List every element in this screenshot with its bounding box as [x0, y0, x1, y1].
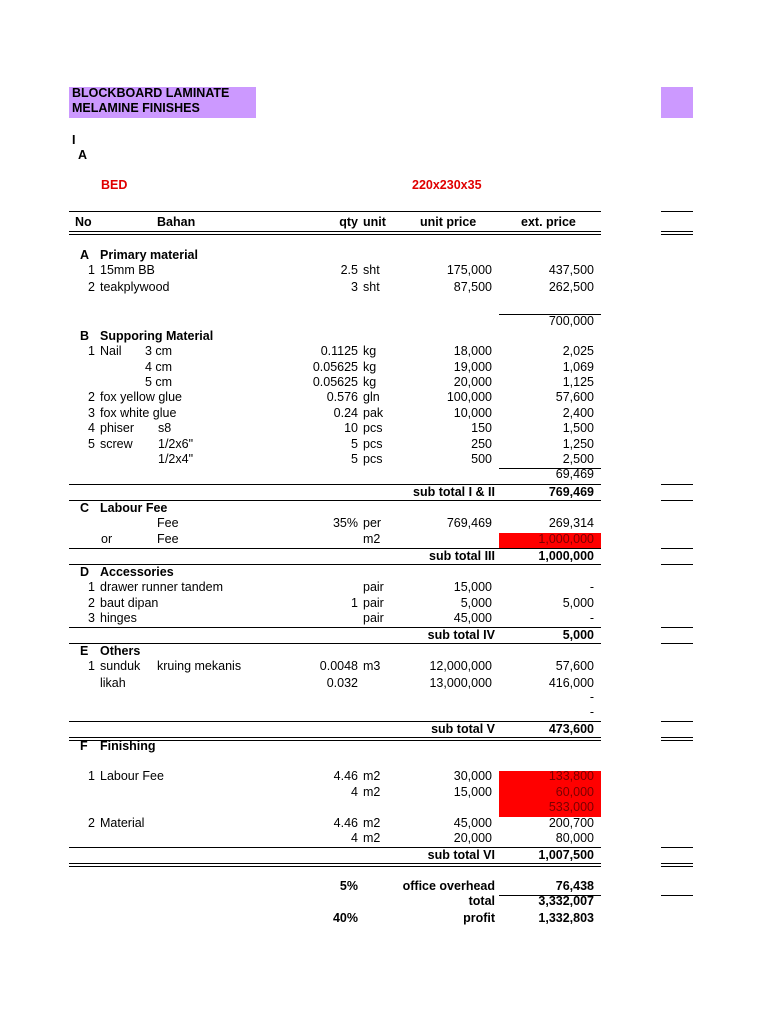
row-ext: 437,500 [548, 263, 594, 277]
row-spec: 4 cm [145, 360, 173, 374]
row-ext: 133,800 [548, 769, 594, 783]
row-price: 30,000 [453, 769, 492, 783]
profit-percent: 40% [332, 911, 358, 925]
primary-letter: A [80, 248, 90, 262]
row-qty: 3 [351, 280, 358, 294]
row-desc: Fee [157, 516, 179, 530]
row-qty: 0.1125 [320, 344, 358, 358]
profit-label: profit [463, 911, 495, 925]
row-desc: baut dipan [100, 596, 159, 610]
profit-value: 1,332,803 [538, 911, 594, 925]
primary-title: Primary material [100, 248, 198, 262]
row-desc: phiser [100, 421, 135, 435]
row-price: 100,000 [446, 390, 492, 404]
row-desc: screw [100, 437, 133, 451]
row-price: 5,000 [460, 596, 492, 610]
dash-value: - [589, 690, 594, 704]
title-line-2: MELAMINE FINISHES [72, 101, 200, 115]
row-unit: pair [363, 596, 384, 610]
row-price: 150 [471, 421, 492, 435]
row-ext: 80,000 [555, 831, 594, 845]
row-ext: 533,000 [548, 800, 594, 814]
row-qty: 0.032 [326, 676, 358, 690]
row-unit: m2 [363, 532, 381, 546]
row-ext: 57,600 [555, 659, 594, 673]
overhead-label: office overhead [402, 879, 495, 893]
right-rule [661, 234, 693, 235]
row-qty: 0.24 [333, 406, 358, 420]
row-unit: pcs [363, 421, 383, 435]
right-rule [661, 548, 693, 549]
total-value: 3,332,007 [538, 894, 594, 908]
row-price: 175,000 [446, 263, 492, 277]
row-no: 1 [88, 769, 95, 783]
row-qty: 4.46 [333, 816, 358, 830]
row-unit: kg [363, 344, 377, 358]
header-no: No [75, 215, 92, 229]
row-unit: per [363, 516, 382, 530]
supporting-subtotal: 69,469 [555, 467, 594, 481]
row-no: 1 [88, 659, 95, 673]
subtotal-value: 1,007,500 [538, 848, 594, 862]
subtotal-label: sub total I & II [413, 485, 495, 499]
row-spec: 5 cm [145, 375, 173, 389]
row-price: 20,000 [453, 831, 492, 845]
row-desc: Fee [157, 532, 179, 546]
header-ext-price: ext. price [521, 215, 576, 229]
row-price: 45,000 [453, 611, 492, 625]
title-line-1: BLOCKBOARD LAMINATE [72, 86, 230, 100]
row-ext: 262,500 [548, 280, 594, 294]
subtotal-label: sub total III [429, 549, 495, 563]
row-qty: 4 [351, 831, 358, 845]
primary-subtotal: 700,000 [548, 314, 594, 328]
row-no: 4 [88, 421, 95, 435]
row-ext: 57,600 [555, 390, 594, 404]
row-no: 2 [88, 596, 95, 610]
row-no: 2 [88, 280, 95, 294]
row-no: 5 [88, 437, 95, 451]
supporting-title: Supporing Material [100, 329, 214, 343]
others-title: Others [100, 644, 141, 658]
right-rule [661, 740, 693, 741]
row-qty: 2.5 [340, 263, 358, 277]
header-unit-price: unit price [420, 215, 477, 229]
row-price: 250 [471, 437, 492, 451]
row-qty: 35% [332, 516, 358, 530]
row-desc: Material [100, 816, 145, 830]
right-rule [661, 500, 693, 501]
row-unit: pair [363, 611, 384, 625]
header-unit: unit [363, 215, 386, 229]
row-ext: 416,000 [548, 676, 594, 690]
row-ext: 1,125 [562, 375, 594, 389]
right-rule [661, 737, 693, 738]
row-qty: 10 [344, 421, 358, 435]
item-name: BED [101, 178, 128, 192]
right-rule [661, 721, 693, 722]
row-ext: - [589, 580, 594, 594]
row-price: 87,500 [453, 280, 492, 294]
row-unit: m2 [363, 816, 381, 830]
header-top-rule [69, 211, 601, 212]
right-rule [661, 847, 693, 848]
row-pre: or [101, 532, 113, 546]
dash-value: - [589, 705, 594, 719]
row-ext: 5,000 [562, 596, 594, 610]
row-unit: m2 [363, 831, 381, 845]
row-qty: 0.05625 [312, 360, 358, 374]
row-unit: m3 [363, 659, 381, 673]
row-unit: pair [363, 580, 384, 594]
row-desc: teakplywood [100, 280, 170, 294]
row-qty: 5 [351, 452, 358, 466]
row-desc: likah [100, 676, 126, 690]
row-unit: pak [363, 406, 384, 420]
row-desc: Labour Fee [100, 769, 164, 783]
subtotal-value: 769,469 [548, 485, 594, 499]
row-price: 18,000 [453, 344, 492, 358]
accessories-title: Accessories [100, 565, 174, 579]
right-rule [661, 484, 693, 485]
total-label: total [468, 894, 495, 908]
right-rule [661, 863, 693, 864]
row-price: 20,000 [453, 375, 492, 389]
row-price: 45,000 [453, 816, 492, 830]
right-rule [661, 231, 693, 232]
row-ext: 1,000,000 [538, 532, 594, 546]
row-ext: 2,400 [562, 406, 594, 420]
row-price: 15,000 [453, 580, 492, 594]
right-rule [661, 627, 693, 628]
row-spec: 1/2x4" [158, 452, 194, 466]
accessories-letter: D [80, 565, 90, 579]
row-unit: gln [363, 390, 380, 404]
supporting-letter: B [80, 329, 90, 343]
right-rule [661, 895, 693, 896]
labour-title: Labour Fee [100, 501, 168, 515]
row-price: 13,000,000 [429, 676, 492, 690]
row-ext: - [589, 611, 594, 625]
row-ext: 2,500 [562, 452, 594, 466]
right-rule [661, 211, 693, 212]
row-ext: 2,025 [562, 344, 594, 358]
finishing-letter: F [80, 739, 88, 753]
row-no: 2 [88, 390, 95, 404]
others-letter: E [80, 644, 89, 658]
row-no: 1 [88, 263, 95, 277]
row-unit: pcs [363, 452, 383, 466]
item-size: 220x230x35 [412, 178, 482, 192]
subtotal-value: 473,600 [548, 722, 594, 736]
header-bahan: Bahan [157, 215, 196, 229]
row-desc: sunduk [100, 659, 141, 673]
row-spec: 1/2x6" [158, 437, 194, 451]
subtotal-label: sub total IV [427, 628, 495, 642]
section-letter: A [78, 148, 88, 162]
finishing-title: Finishing [100, 739, 156, 753]
overhead-percent: 5% [339, 879, 358, 893]
row-spec: kruing mekanis [157, 659, 242, 673]
row-qty: 0.0048 [319, 659, 358, 673]
row-unit: kg [363, 375, 377, 389]
row-unit: kg [363, 360, 377, 374]
right-rule [661, 866, 693, 867]
section-rule [69, 643, 601, 644]
section-rule [69, 737, 601, 738]
row-qty: 5 [351, 437, 358, 451]
row-qty: 0.05625 [312, 375, 358, 389]
row-price: 12,000,000 [429, 659, 492, 673]
row-ext: 269,314 [548, 516, 594, 530]
subtotal-label: sub total V [431, 722, 495, 736]
subtotal-label: sub total VI [427, 848, 495, 862]
row-no: 1 [88, 344, 95, 358]
row-spec: 3 cm [145, 344, 173, 358]
row-desc: 15mm BB [100, 263, 155, 277]
overhead-value: 76,438 [555, 879, 594, 893]
row-ext: 1,250 [562, 437, 594, 451]
row-desc: fox yellow glue [100, 390, 182, 404]
row-ext: 200,700 [548, 816, 594, 830]
row-unit: pcs [363, 437, 383, 451]
purple-cell-marker [661, 87, 693, 118]
row-qty: 4 [351, 785, 358, 799]
row-no: 2 [88, 816, 95, 830]
header-bottom-rule-1 [69, 231, 601, 232]
row-price: 19,000 [453, 360, 492, 374]
row-unit: sht [363, 280, 380, 294]
row-price: 15,000 [453, 785, 492, 799]
row-price: 769,469 [446, 516, 492, 530]
section-rule [69, 863, 601, 864]
header-bottom-rule-2 [69, 234, 601, 235]
row-qty: 4.46 [333, 769, 358, 783]
row-price: 500 [471, 452, 492, 466]
row-qty: 1 [351, 596, 358, 610]
subtotal-value: 5,000 [562, 628, 594, 642]
row-ext: 1,069 [562, 360, 594, 374]
section-roman: I [72, 133, 76, 147]
header-qty: qty [339, 215, 358, 229]
right-rule [661, 564, 693, 565]
right-rule [661, 643, 693, 644]
row-price: 10,000 [453, 406, 492, 420]
row-ext: 1,500 [562, 421, 594, 435]
row-desc: hinges [100, 611, 137, 625]
row-unit: sht [363, 263, 380, 277]
row-no: 1 [88, 580, 95, 594]
row-desc: Nail [100, 344, 122, 358]
row-no: 3 [88, 611, 95, 625]
subtotal-value: 1,000,000 [538, 549, 594, 563]
row-desc: drawer runner tandem [100, 580, 223, 594]
row-spec: s8 [158, 421, 172, 435]
section-rule [69, 866, 601, 867]
row-unit: m2 [363, 785, 381, 799]
row-qty: 0.576 [326, 390, 358, 404]
row-ext: 60,000 [555, 785, 594, 799]
labour-letter: C [80, 501, 90, 515]
row-unit: m2 [363, 769, 381, 783]
row-no: 3 [88, 406, 95, 420]
row-desc: fox white glue [100, 406, 177, 420]
